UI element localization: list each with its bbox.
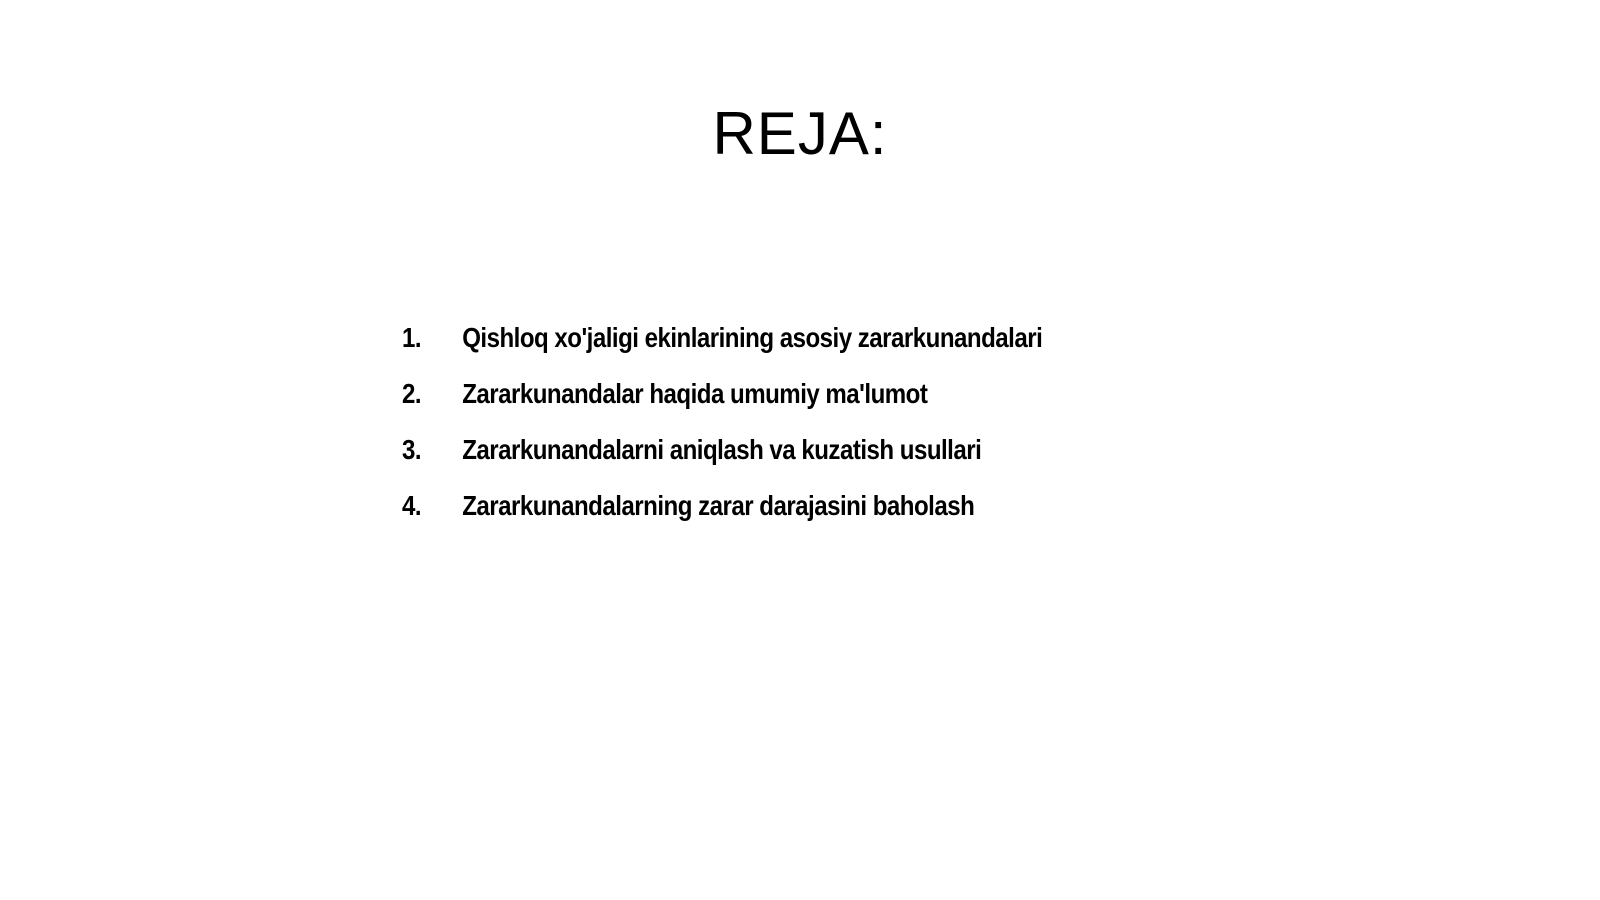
plan-item (402, 378, 1176, 434)
plan-item-text: Zararkunandalarni aniqlash va kuzatish usullari (462, 434, 982, 465)
plan-item-text: Zararkunandalarning zarar darajasini baholash (462, 490, 975, 521)
plan-item-text: Qishloq xo'jaligi ekinlarining asosiy zararkunandalari (462, 322, 1043, 353)
plan-item (402, 434, 1176, 490)
plan-item-number: 3. (402, 434, 422, 465)
plan-list (402, 322, 1302, 546)
plan-item-number: 4. (402, 490, 422, 521)
plan-item-number: 1. (402, 322, 422, 353)
plan-item-text: Zararkunandalar haqida umumiy ma'lumot (462, 378, 928, 409)
plan-item-number: 2. (402, 378, 422, 409)
plan-item (402, 322, 1176, 378)
plan-item (402, 490, 1176, 546)
slide-title: REJA: (712, 100, 888, 167)
